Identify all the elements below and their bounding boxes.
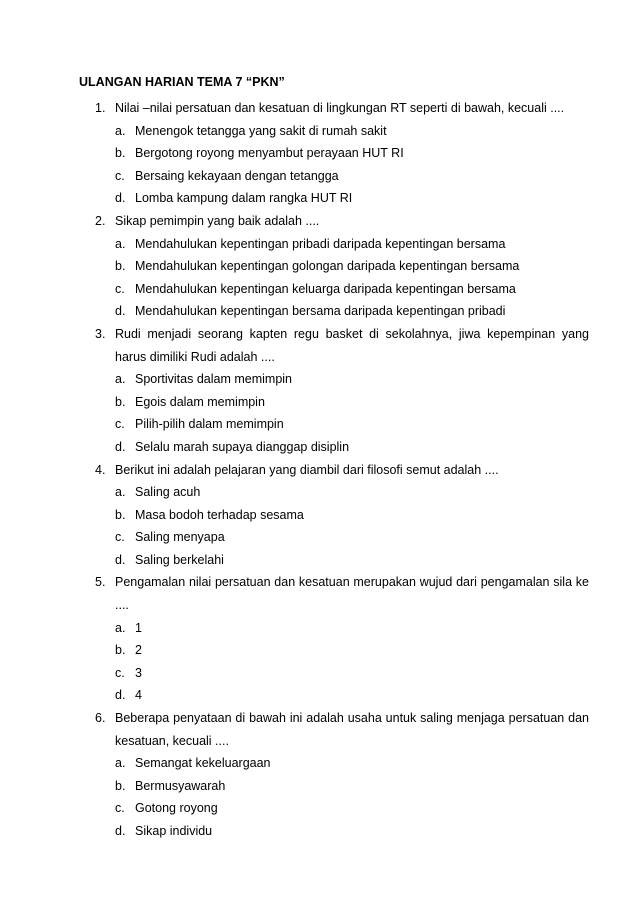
option-text: Selalu marah supaya dianggap disiplin	[135, 439, 350, 454]
answer-option	[115, 436, 589, 459]
option-letter: c.	[115, 665, 125, 680]
question-text: Beberapa penyataan di bawah ini adalah usaha untuk saling menjaga persatuan dan kesatuan, kecuali ....	[115, 711, 589, 748]
option-list	[115, 120, 589, 210]
answer-option	[115, 684, 589, 707]
option-text: Saling berkelahi	[135, 552, 224, 567]
option-text: Bersaing kekayaan dengan tetangga	[135, 168, 339, 183]
option-text: 4	[135, 688, 142, 703]
answer-option	[115, 255, 589, 278]
option-letter: d.	[115, 688, 126, 703]
option-text: Lomba kampung dalam rangka HUT RI	[135, 191, 353, 206]
option-text: 1	[135, 620, 142, 635]
option-text: 2	[135, 643, 142, 658]
option-letter: b.	[115, 394, 126, 409]
option-letter: b.	[115, 778, 126, 793]
answer-option	[115, 300, 589, 323]
question-item	[95, 707, 589, 843]
option-list	[115, 481, 589, 571]
option-letter: d.	[115, 191, 126, 206]
option-letter: b.	[115, 643, 126, 658]
answer-option	[115, 797, 589, 820]
option-letter: a.	[115, 485, 126, 500]
option-letter: c.	[115, 168, 125, 183]
answer-option	[115, 142, 589, 165]
option-letter: a.	[115, 620, 126, 635]
option-letter: d.	[115, 304, 126, 319]
answer-option	[115, 662, 589, 685]
option-letter: b.	[115, 146, 126, 161]
answer-option	[115, 504, 589, 527]
question-text: Sikap pemimpin yang baik adalah ....	[115, 213, 320, 228]
document-title: ULANGAN HARIAN TEMA 7 “PKN”	[79, 75, 285, 89]
option-list	[115, 368, 589, 458]
option-text: Mendahulukan kepentingan keluarga daripada kepentingan bersama	[135, 281, 516, 296]
answer-option	[115, 278, 589, 301]
option-list	[115, 617, 589, 707]
option-text: Saling acuh	[135, 485, 201, 500]
option-text: Mendahulukan kepentingan pribadi daripada kepentingan bersama	[135, 236, 506, 251]
answer-option	[115, 775, 589, 798]
option-text: Mendahulukan kepentingan bersama daripada kepentingan pribadi	[135, 304, 506, 319]
answer-option	[115, 120, 589, 143]
option-letter: c.	[115, 801, 125, 816]
option-text: Sportivitas dalam memimpin	[135, 372, 292, 387]
option-text: Bergotong royong menyambut perayaan HUT RI	[135, 146, 404, 161]
option-letter: d.	[115, 439, 126, 454]
option-text: Egois dalam memimpin	[135, 394, 265, 409]
answer-option	[115, 549, 589, 572]
option-letter: a.	[115, 756, 126, 771]
option-letter: b.	[115, 507, 126, 522]
option-letter: d.	[115, 824, 126, 838]
question-text: Berikut ini adalah pelajaran yang diambil dari filosofi semut adalah ....	[115, 462, 499, 477]
option-letter: a.	[115, 372, 126, 387]
question-item	[95, 210, 589, 323]
option-text: Masa bodoh terhadap sesama	[135, 507, 304, 522]
answer-option	[115, 617, 589, 640]
answer-option	[115, 752, 589, 775]
option-text: Bermusyawarah	[135, 778, 226, 793]
answer-option	[115, 413, 589, 436]
question-number: 4.	[95, 462, 106, 477]
option-letter: a.	[115, 236, 126, 251]
answer-option	[115, 233, 589, 256]
option-text: Mendahulukan kepentingan golongan daripada kepentingan bersama	[135, 259, 520, 274]
question-item	[95, 571, 589, 707]
answer-option	[115, 187, 589, 210]
option-text: Menengok tetangga yang sakit di rumah sakit	[135, 123, 387, 138]
option-text: Pilih-pilih dalam memimpin	[135, 417, 284, 432]
option-letter: c.	[115, 417, 125, 432]
question-number: 2.	[95, 213, 106, 228]
answer-option	[115, 820, 589, 843]
option-letter: b.	[115, 259, 126, 274]
question-number: 5.	[95, 575, 106, 590]
option-letter: c.	[115, 530, 125, 545]
question-number: 1.	[95, 101, 106, 115]
answer-option	[115, 639, 589, 662]
question-item	[95, 323, 589, 459]
question-list	[95, 97, 589, 843]
option-letter: a.	[115, 123, 126, 138]
answer-option	[115, 481, 589, 504]
question-item	[95, 97, 589, 210]
question-item	[95, 459, 589, 572]
option-text: Sikap individu	[135, 824, 213, 838]
question-number: 6.	[95, 711, 106, 726]
option-letter: d.	[115, 552, 126, 567]
question-text: Rudi menjadi seorang kapten regu basket di sekolahnya, jiwa kepempinan yang harus dimiliki Rudi adalah ....	[115, 326, 589, 364]
option-text: Saling menyapa	[135, 530, 225, 545]
answer-option	[115, 368, 589, 391]
option-list	[115, 233, 589, 323]
answer-option	[115, 526, 589, 549]
question-text: Nilai –nilai persatuan dan kesatuan di lingkungan RT seperti di bawah, kecuali ....	[115, 101, 565, 115]
option-text: Semangat kekeluargaan	[135, 756, 271, 771]
option-text: Gotong royong	[135, 801, 218, 816]
answer-option	[115, 165, 589, 188]
answer-option	[115, 391, 589, 414]
question-number: 3.	[95, 326, 106, 341]
option-text: 3	[135, 665, 142, 680]
option-letter: c.	[115, 281, 125, 296]
option-list	[115, 752, 589, 842]
question-text: Pengamalan nilai persatuan dan kesatuan merupakan wujud dari pengamalan sila ke ....	[115, 575, 589, 613]
